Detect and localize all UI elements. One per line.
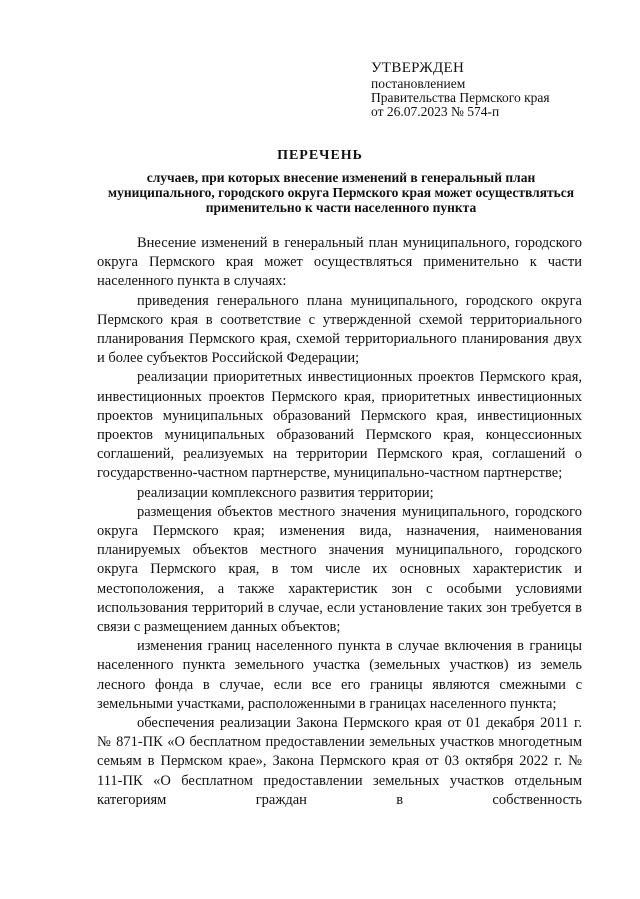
document-subtitle: случаев, при которых внесение изменений в генеральный план муниципального, городского округа Пермского края может осуществляться применительно к части населенного пункта	[107, 170, 575, 215]
paragraph: размещения объектов местного значения муниципального, городского округа Пермского края; изменения вида, назначения, наименования планируемых объектов местного значения муниципального, городского округа Пермского края, в том числе их основных характеристик и местоположения, а также характеристик зон с особыми условиями использования территорий в случае, если установление таких зон требуется в связи с размещением данных объектов;	[97, 503, 582, 636]
document-body	[97, 234, 582, 810]
approval-heading: УТВЕРЖДЕН	[371, 60, 465, 76]
approval-stamp	[371, 60, 621, 119]
paragraph: реализации комплексного развития территории;	[137, 484, 434, 501]
document-title: ПЕРЕЧЕНЬ	[277, 148, 363, 163]
paragraph: изменения границ населенного пункта в случае включения в границы населенного пункта земельного участка (земельных участков) из земель лесного фонда в случае, если все его границы являются смежными с земельными участками, расположенными в границах населенного пункта;	[97, 638, 582, 712]
paragraph: Внесение изменений в генеральный план муниципального, городского округа Пермского края может осуществляться применительно к части населенного пункта в случаях:	[97, 235, 582, 290]
approval-line: постановлением	[371, 76, 466, 91]
approval-date: от 26.07.2023 № 574-п	[371, 104, 500, 119]
approval-line: Правительства Пермского края	[371, 90, 550, 105]
paragraph: реализации приоритетных инвестиционных проектов Пермского края, инвестиционных проектов Пермского края, приоритетных инвестиционных проектов муниципальных образований Пермского края, инвестиционных проектов муниципальных образований Пермского края, концессионных соглашений, реализуемых на территории Пермского края, соглашений о государственно-частном партнерстве, муниципально-частном партнерстве;	[97, 369, 582, 482]
paragraph: приведения генерального плана муниципального, городского округа Пермского края в соответствие с утвержденной схемой территориального планирования Пермского края, схемой территориального планирования двух и более субъектов Российской Федерации;	[97, 292, 582, 367]
paragraph: обеспечения реализации Закона Пермского края от 01 декабря 2011 г. № 871-ПК «О бесплатном предоставлении земельных участков многодетным семьям в Пермском крае», Закона Пермского края от 03 октября 2022 г. № 111-ПК «О бесплатном предоставлении земельных участков отдельным категориям граждан в собственность	[97, 715, 582, 808]
